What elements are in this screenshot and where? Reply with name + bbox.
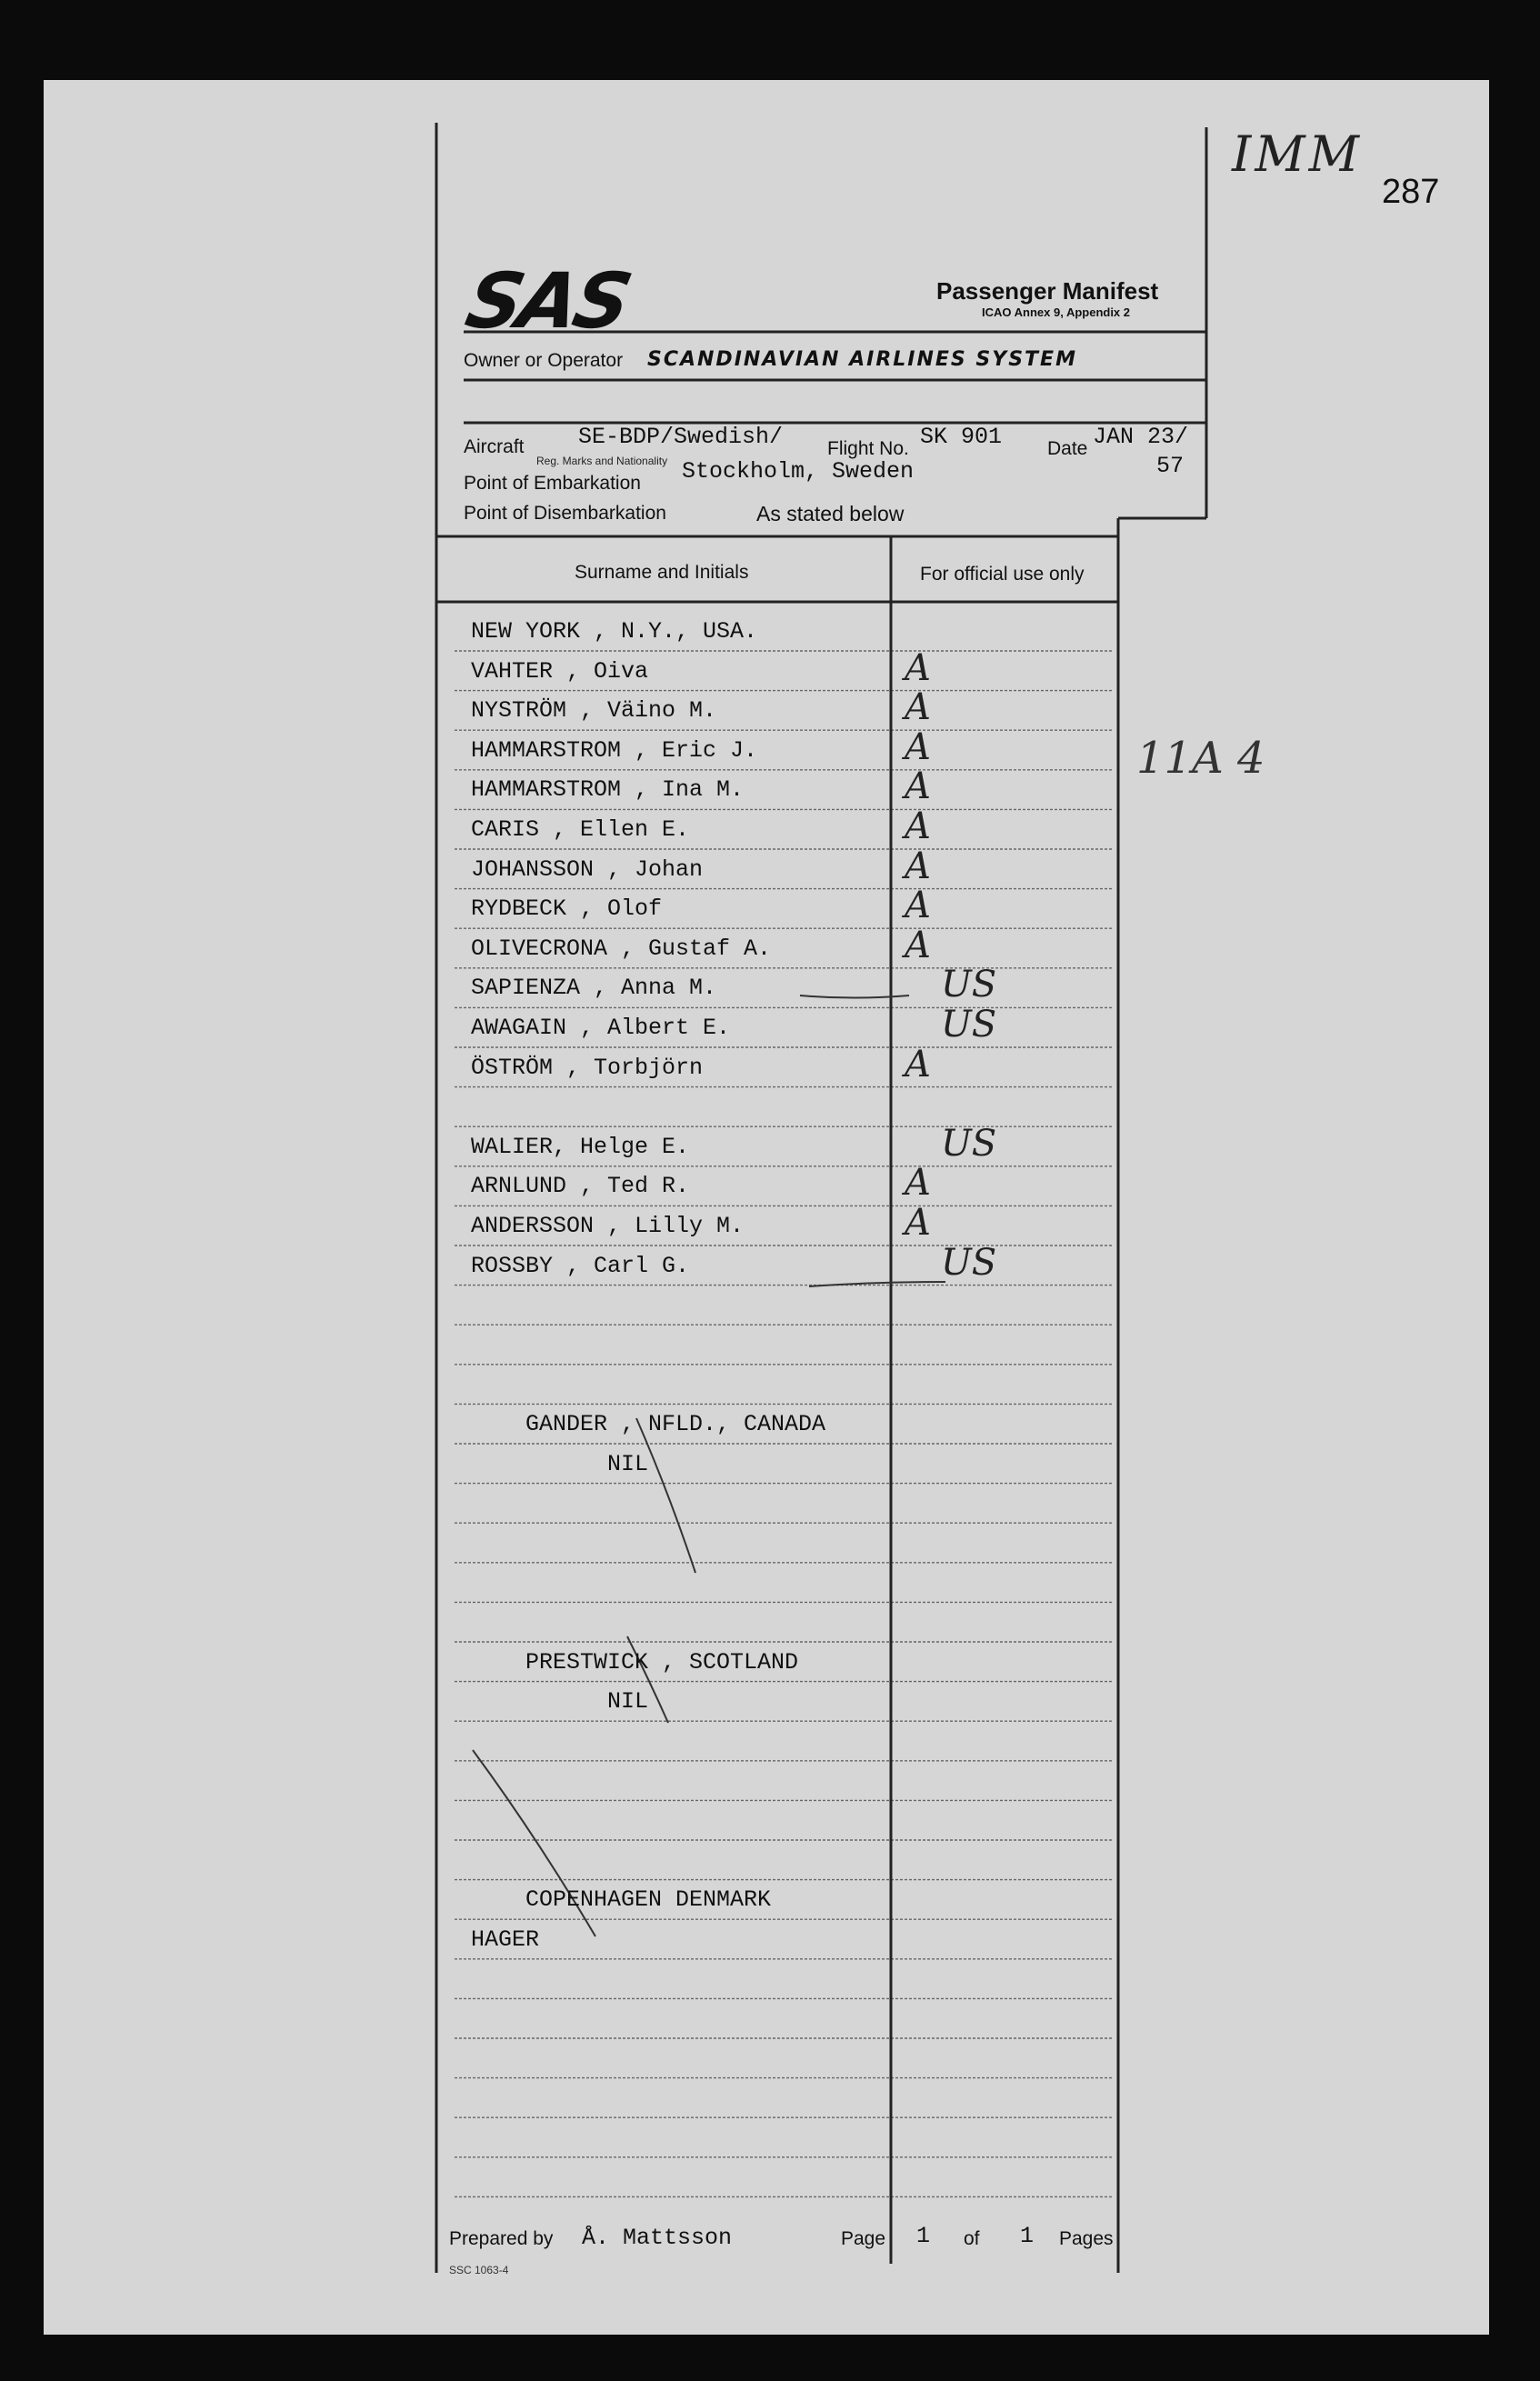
- manifest-row: RYDBECK , Olof: [471, 895, 663, 923]
- aircraft-value: SE-BDP/Swedish/: [578, 424, 784, 450]
- official-mark: A: [905, 805, 931, 847]
- sas-logo: SAS: [458, 256, 636, 345]
- embarkation-label: Point of Embarkation: [464, 473, 641, 494]
- manifest-row: ÖSTRÖM , Torbjörn: [471, 1054, 704, 1081]
- official-mark: A: [905, 924, 931, 966]
- reg-marks-note: Reg. Marks and Nationality: [536, 455, 668, 467]
- owner-value: SCANDINAVIAN AIRLINES SYSTEM: [647, 348, 1077, 371]
- manifest-row: OLIVECRONA , Gustaf A.: [471, 935, 772, 962]
- corner-annotation: IMM: [1232, 125, 1363, 183]
- page-label: Page: [841, 2228, 886, 2249]
- official-mark: A: [905, 1202, 931, 1244]
- manifest-row: COPENHAGEN DENMARK: [471, 1886, 772, 1914]
- manifest-row: WALIER, Helge E.: [471, 1133, 690, 1160]
- form-subtitle: ICAO Annex 9, Appendix 2: [982, 305, 1131, 319]
- manifest-row: NEW YORK , N.Y., USA.: [471, 618, 758, 645]
- manifest-row: CARIS , Ellen E.: [471, 816, 690, 843]
- official-mark: A: [905, 686, 931, 729]
- official-mark: US: [941, 1241, 997, 1284]
- manifest-row: NIL: [471, 1688, 649, 1716]
- aircraft-label: Aircraft: [464, 436, 525, 457]
- date-year: 57: [1156, 453, 1185, 479]
- official-mark: A: [905, 725, 931, 768]
- manifest-row: ROSSBY , Carl G.: [471, 1252, 690, 1279]
- prepared-by-name: Å. Mattsson: [582, 2225, 733, 2251]
- manifest-row: VAHTER , Oiva: [471, 657, 649, 685]
- column-header-surname: Surname and Initials: [575, 562, 749, 583]
- of-label: of: [964, 2228, 980, 2249]
- total-pages-value: 1: [1020, 2223, 1035, 2249]
- manifest-row: ARNLUND , Ted R.: [471, 1173, 690, 1200]
- manifest-row: GANDER , NFLD., CANADA: [471, 1411, 826, 1437]
- manifest-row: PRESTWICK , SCOTLAND: [471, 1648, 799, 1676]
- official-mark: US: [941, 964, 997, 1006]
- manifest-row: JOHANSSON , Johan: [471, 855, 704, 883]
- official-mark: US: [941, 1122, 997, 1165]
- date-value: JAN 23/: [1093, 424, 1189, 450]
- official-mark: A: [905, 845, 931, 887]
- disembarkation-value: As stated below: [756, 502, 905, 525]
- embarkation-value: Stockholm, Sweden: [682, 458, 915, 485]
- prepared-by-label: Prepared by: [449, 2228, 554, 2249]
- manifest-row: ANDERSSON , Lilly M.: [471, 1213, 745, 1239]
- manifest-row: AWAGAIN , Albert E.: [471, 1015, 731, 1041]
- official-mark: A: [905, 646, 931, 689]
- manifest-row: NIL: [471, 1450, 649, 1477]
- owner-label: Owner or Operator: [464, 350, 624, 371]
- manifest-row: NYSTRÖM , Väino M.: [471, 697, 717, 725]
- flight-label: Flight No.: [827, 438, 909, 459]
- official-mark: A: [905, 885, 931, 927]
- manifest-row: HAGER: [471, 1926, 540, 1953]
- manifest-row: HAMMARSTROM , Ina M.: [471, 776, 745, 804]
- manifest-row: SAPIENZA , Anna M.: [471, 975, 717, 1002]
- page-number: 287: [1382, 173, 1440, 211]
- form-title: Passenger Manifest: [936, 277, 1159, 305]
- page-value: 1: [916, 2223, 931, 2249]
- side-annotation: 11A 4: [1136, 733, 1265, 784]
- date-label: Date: [1047, 438, 1088, 459]
- manifest-row: HAMMARSTROM , Eric J.: [471, 736, 758, 764]
- official-mark: A: [905, 765, 931, 808]
- official-mark: A: [905, 1043, 931, 1085]
- disembarkation-label: Point of Disembarkation: [464, 503, 666, 524]
- flight-value: SK 901: [920, 424, 1003, 450]
- form-code: SSC 1063-4: [449, 2264, 509, 2276]
- official-mark: US: [941, 1004, 997, 1045]
- column-header-official: For official use only: [920, 564, 1085, 585]
- official-mark: A: [905, 1162, 931, 1205]
- pages-label: Pages: [1059, 2228, 1114, 2249]
